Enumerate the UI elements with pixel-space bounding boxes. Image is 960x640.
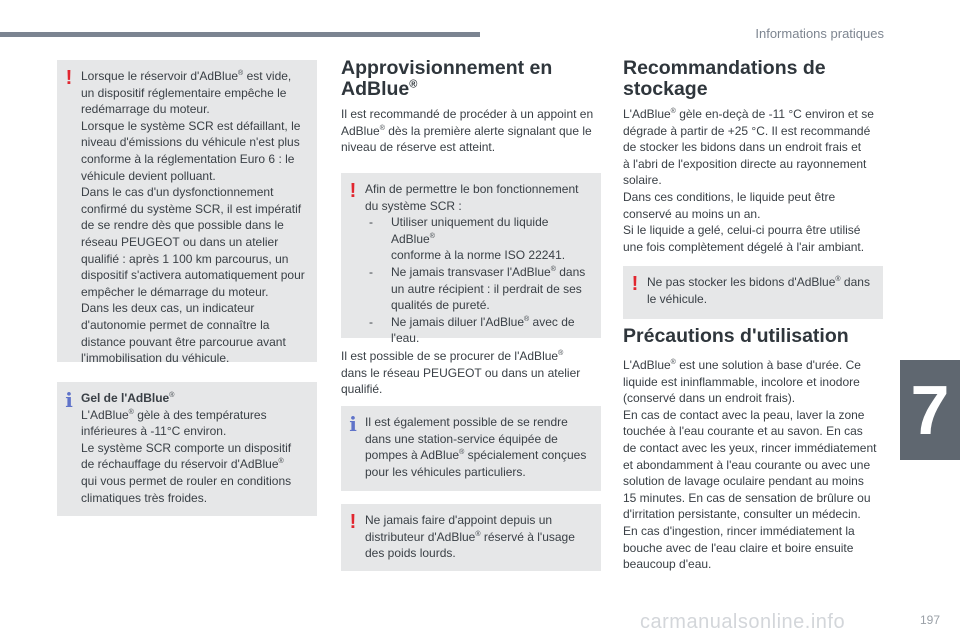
info-box-freezing <box>57 382 317 516</box>
warning-box-scr-usage <box>341 173 601 346</box>
info-icon: i <box>349 412 357 436</box>
warning-box-heavy-vehicles <box>341 504 601 571</box>
list-item: - Ne jamais transvaser l'AdBlue® dans un autre récipient : il perdrait de ses qualités de pureté. <box>365 264 591 314</box>
chapter-tab: 7 <box>900 360 960 460</box>
warning-box-scr <box>57 60 317 366</box>
list-item: - Utiliser uniquement du liquide AdBlue® conforme à la norme ISO 22241. <box>365 214 591 264</box>
warning-text: Afin de permettre le bon fonctionnement du système SCR : <box>365 182 579 213</box>
warning-text: Ne jamais faire d'appoint depuis un distributeur d'AdBlue® réservé à l'usage des poids lourds. <box>365 513 575 561</box>
info-box-station <box>341 406 601 491</box>
procure-paragraph: Il est possible de se procurer de l'AdBlue® dans le réseau PEUGEOT ou dans un atelier qualifié. <box>341 349 581 397</box>
warning-text: Lorsque le réservoir d'AdBlue® est vide, un dispositif réglementaire empêche le redémarrage du moteur. Lorsque le système SCR est défaillant, le niveau d'émissions du véhicule n'est plus conforme à la réglementation Euro 6 : le véhicule devient polluant. Dans le cas d'un dysfonctionnement confirmé du système SCR, il est impératif de se rendre dès que possible dans le réseau PEUGEOT ou dans un atelier qualifié : après 1 100 km parcourus, un dispositif s'activera automatiquement pour empêcher le démarrage du moteur. Dans les deux cas, un indicateur d'autonomie permet de connaître la distance pouvant être parcourue avant l'immobilisation du véhicule. <box>81 69 305 366</box>
exclamation-icon: ! <box>349 180 357 202</box>
watermark: carmanualsonline.info <box>640 611 846 633</box>
info-text: Gel de l'AdBlue® L'AdBlue® gèle à des températures inférieures à -11°C environ. Le système SCR comporte un dispositif de réchauffage du réservoir d'AdBlue® qui vous permet de rouler en conditions climatiques très froides. <box>81 391 292 505</box>
list-item: - Ne jamais diluer l'AdBlue® avec de l'eau. <box>365 314 591 347</box>
warning-text: Ne pas stocker les bidons d'AdBlue® dans le véhicule. <box>647 275 870 306</box>
info-text: Il est également possible de se rendre dans une station-service équipée de pompes à AdBlue® spécialement conçues pour les véhicules particuliers. <box>365 415 587 479</box>
precautions-paragraph: L'AdBlue® est une solution à base d'urée. Ce liquide est ininflammable, incolore et inodore (conservé dans un endroit frais). En cas de contact avec la peau, laver la zone touchée à l'eau courante et au savon. En cas de contact avec les yeux, rincer immédiatement et abondamment à l'eau courante ou avec une solution de lavage oculaire pendant au moins 15 minutes. En cas de sensation de brûlure ou d'irritation persistante, consulter un médecin. En cas d'ingestion, rincer immédiatement la bouche avec de l'eau claire et boire ensuite beaucoup d'eau. <box>623 358 877 572</box>
exclamation-icon: ! <box>349 511 357 533</box>
exclamation-icon: ! <box>631 273 639 295</box>
bullet-list <box>365 214 591 347</box>
info-icon: i <box>65 388 73 412</box>
heading-stockage: Recommandations de stockage <box>623 57 826 100</box>
heading-approvisionnement: Approvisionnement en AdBlue® <box>341 57 553 100</box>
heading-precautions: Précautions d'utilisation <box>623 325 849 347</box>
warning-box-storage <box>623 266 883 319</box>
page-number: 197 <box>919 613 940 627</box>
header-bar <box>0 32 480 37</box>
exclamation-icon: ! <box>65 67 73 89</box>
intro-paragraph: Il est recommandé de procéder à un appoint en AdBlue® dès la première alerte signalant que le niveau de réserve est atteint. <box>341 107 594 155</box>
section-title: Informations pratiques <box>755 26 884 41</box>
storage-paragraph: L'AdBlue® gèle en-deçà de -11 °C environ et se dégrade à partir de +25 °C. Il est recommandé de stocker les bidons dans un endroit frais et à l'abri de l'exposition directe au rayonnement solaire. Dans ces conditions, le liquide peut être conservé au moins un an. Si le liquide a gelé, celui-ci pourra être utilisé une fois complètement dégelé à l'air ambiant. <box>623 107 874 254</box>
